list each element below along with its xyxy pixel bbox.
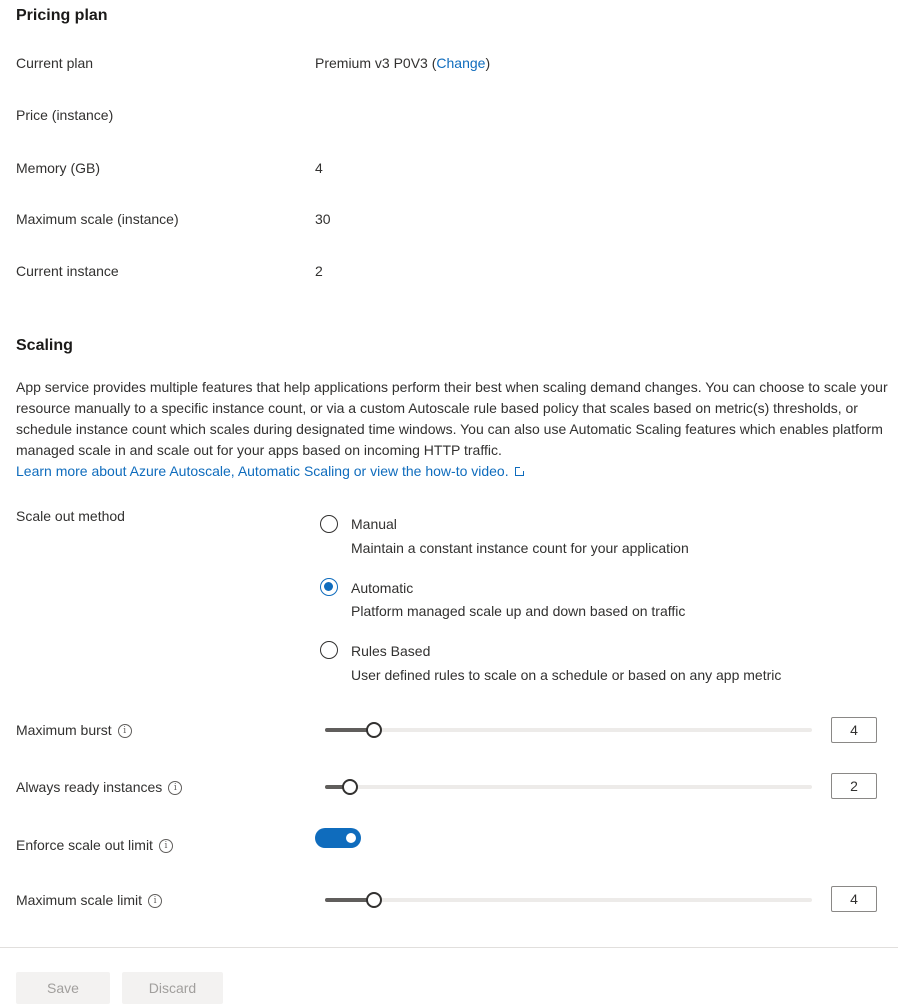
current-plan-label: Current plan	[16, 55, 94, 71]
manual-radio[interactable]	[320, 515, 338, 533]
enforce-limit-text: Enforce scale out limit	[16, 837, 153, 853]
info-icon[interactable]: i	[168, 781, 182, 795]
scaling-description-text: App service provides multiple features that help applications perform their best when scaling demand changes. You can choose to scale your resource manually to a specific instance count, or via a custom Autoscale rule based policy that scales based on metric(s) thresholds, or schedule instance count which scales during designated time windows. You can also use Automatic Scaling features which enables platform managed scale in and scale out for your apps based on incoming HTTP traffic.	[16, 379, 888, 458]
discard-button[interactable]: Discard	[122, 972, 223, 1004]
memory-value: 4	[315, 160, 323, 176]
current-plan-value: Premium v3 P0V3 (Change)	[315, 55, 491, 71]
price-instance-label: Price (instance)	[16, 107, 114, 123]
footer-divider	[0, 947, 898, 948]
max-scale-value: 30	[315, 211, 331, 227]
always-ready-label	[16, 779, 182, 795]
change-plan-link[interactable]: Change	[436, 55, 486, 71]
toggle-knob	[346, 833, 356, 843]
external-link-icon	[515, 467, 524, 476]
max-scale-limit-text: Maximum scale limit	[16, 892, 143, 908]
save-button[interactable]: Save	[16, 972, 110, 1004]
info-icon[interactable]: i	[118, 724, 132, 738]
info-icon[interactable]: i	[148, 894, 162, 908]
learn-more-text: Learn more about Azure Autoscale, Automatic Scaling or view the how-to video.	[16, 463, 509, 479]
max-scale-limit-input[interactable]: 4	[831, 886, 877, 912]
scale-out-method-label: Scale out method	[16, 508, 125, 524]
maximum-burst-slider-thumb[interactable]	[366, 722, 382, 738]
max-scale-limit-label	[16, 892, 162, 908]
current-plan-name: Premium v3 P0V3	[315, 55, 428, 71]
always-ready-slider-track[interactable]	[325, 785, 812, 789]
pricing-plan-heading: Pricing plan	[16, 7, 108, 24]
scaling-description	[16, 377, 892, 482]
maximum-burst-text: Maximum burst	[16, 722, 112, 738]
current-instance-value: 2	[315, 263, 323, 279]
current-instance-label: Current instance	[16, 263, 119, 279]
rules-based-option-title[interactable]: Rules Based	[351, 643, 431, 659]
maximum-burst-label	[16, 722, 132, 738]
learn-more-link[interactable]	[16, 463, 524, 479]
automatic-option-title[interactable]: Automatic	[351, 580, 414, 596]
max-scale-limit-slider-track[interactable]	[325, 898, 812, 902]
maximum-burst-slider-track[interactable]	[325, 728, 812, 732]
max-scale-label: Maximum scale (instance)	[16, 211, 179, 227]
rules-based-radio[interactable]	[320, 641, 338, 659]
automatic-radio[interactable]	[320, 578, 338, 596]
rules-based-option-desc: User defined rules to scale on a schedule or based on any app metric	[351, 667, 782, 683]
memory-label: Memory (GB)	[16, 160, 100, 176]
manual-option-title[interactable]: Manual	[351, 516, 397, 532]
enforce-limit-toggle[interactable]	[315, 828, 361, 848]
manual-option-desc: Maintain a constant instance count for your application	[351, 540, 689, 556]
scaling-heading: Scaling	[16, 337, 73, 354]
max-scale-limit-slider-thumb[interactable]	[366, 892, 382, 908]
automatic-option-desc: Platform managed scale up and down based on traffic	[351, 603, 686, 619]
always-ready-input[interactable]: 2	[831, 773, 877, 799]
maximum-burst-input[interactable]: 4	[831, 717, 877, 743]
enforce-limit-label	[16, 837, 173, 853]
info-icon[interactable]: i	[159, 839, 173, 853]
always-ready-slider-thumb[interactable]	[342, 779, 358, 795]
always-ready-text: Always ready instances	[16, 779, 163, 795]
